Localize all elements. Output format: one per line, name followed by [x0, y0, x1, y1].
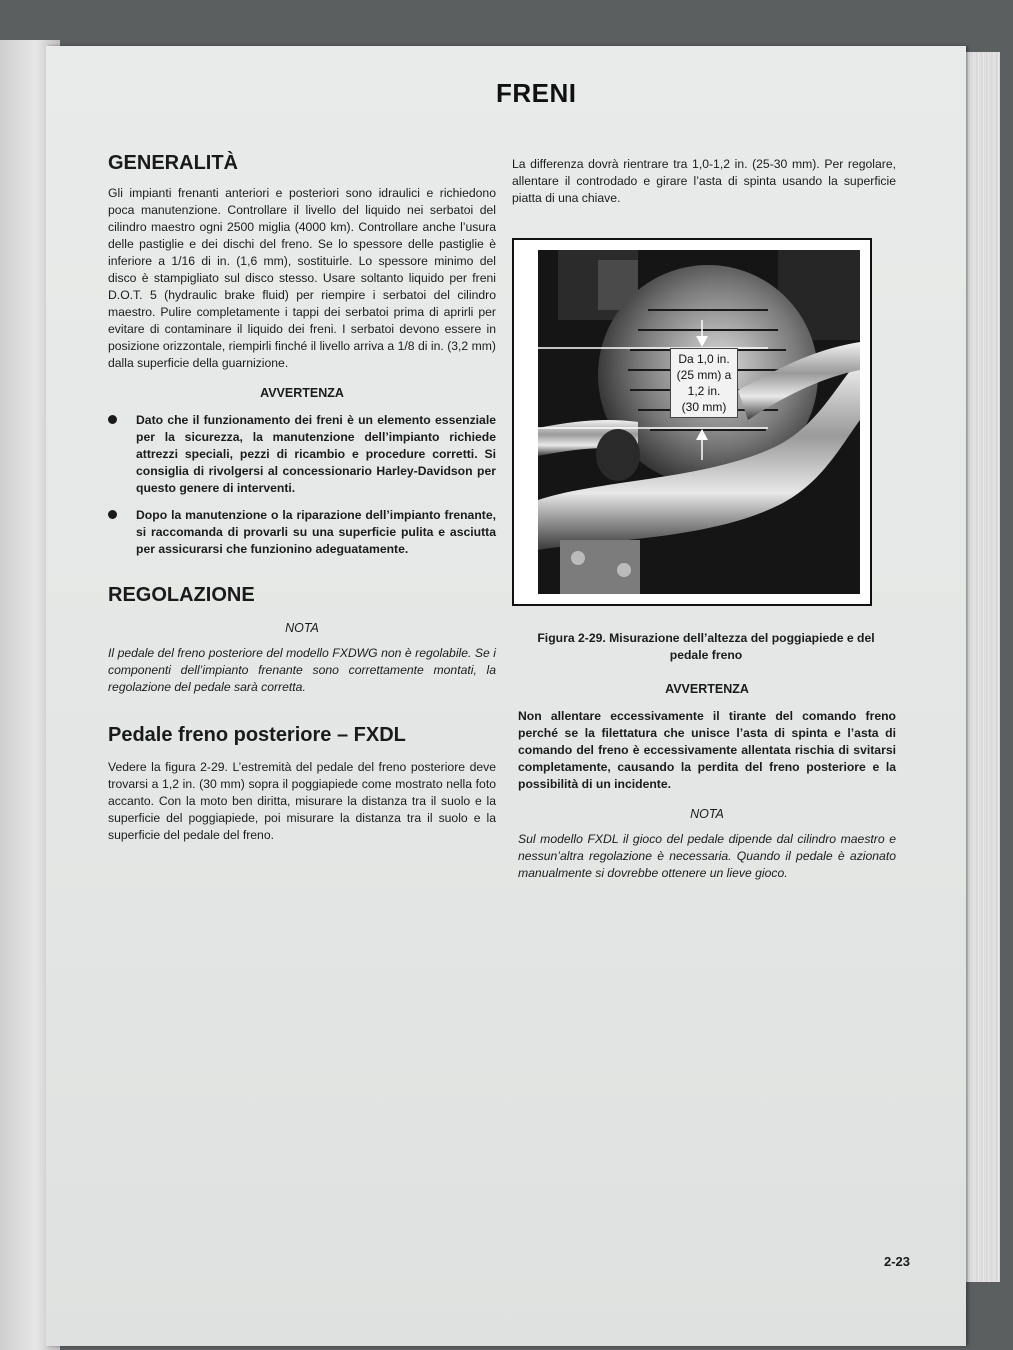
engine-photo — [538, 250, 860, 594]
callout-line-2: (25 mm) a — [676, 368, 732, 382]
nota-2-body: Sul modello FXDL il gioco del pedale dipende dal cilindro maestro e nessun’altra regolazione è necessaria. Quando il pedale è azionato manualmente si dovrebbe ottenere un lieve gioco. — [518, 832, 896, 880]
page-stack-edges — [960, 52, 1000, 1282]
warning-bullet-1-text: Dato che il funzionamento dei freni è un elemento essenziale per la sicurezza, la manutenzione dell’impianto richiede attrezzi speciali, pezzi di ricambio e procedure corretti. Si consiglia di rivolgersi al concessionario Harley-Davidson per questo genere di interventi. — [136, 413, 496, 495]
pedale-body: Vedere la figura 2-29. L’estremità del pedale del freno posteriore deve trovarsi a 1,2 in. (30 mm) sopra il poggiapiede come mostrato nella foto accanto. Con la moto ben diritta, misurare la distanza tra il suolo e la superficie del poggiapiede, poi misurare la distanza tra il suolo e la superficie del pedale del freno. — [108, 760, 496, 842]
manual-page — [46, 46, 966, 1346]
page-title: FRENI — [496, 78, 577, 108]
warning-bullet-2 — [108, 507, 496, 558]
nota-2-heading: NOTA — [690, 807, 724, 821]
figure-caption: Figura 2-29. Misurazione dell’altezza del poggiapiede e del pedale freno — [537, 631, 875, 662]
measurement-callout — [670, 348, 738, 418]
right-column-lower — [518, 682, 896, 882]
warning-bullet-2-text: Dopo la manutenzione o la riparazione dell’impianto frenante, si raccomanda di provarli su una superficie pulita e asciutta per assicurarsi che funzionino adeguatamente. — [136, 508, 496, 556]
avvertenza-2-heading: AVVERTENZA — [665, 682, 749, 696]
left-column — [108, 152, 496, 844]
heading-generalita: GENERALITÀ — [108, 152, 238, 174]
heading-regolazione: REGOLAZIONE — [108, 584, 255, 606]
page-number: 2-23 — [884, 1254, 911, 1269]
callout-line-4: (30 mm) — [681, 400, 727, 414]
callout-line-1: Da 1,0 in. — [678, 352, 730, 366]
nota-body: Il pedale del freno posteriore del modello FXDWG non è regolabile. Se i componenti dell’impianto frenante sono correttamente montati, la regolazione del pedale sarà corretta. — [108, 646, 496, 694]
avvertenza-2-body: Non allentare eccessivamente il tirante del comando freno perché se la filettatura che unisce l’asta di spinta e l’asta di comando del freno è eccessivamente allentata rischia di svitarsi completamente, causando la perdita del freno posteriore e la possibilità di un incidente. — [518, 709, 896, 791]
callout-line-3: 1,2 in. — [687, 384, 721, 398]
warning-bullet-1 — [108, 412, 496, 497]
heading-pedale: Pedale freno posteriore – FXDL — [108, 724, 406, 746]
right-intro-text: La differenza dovrà rientrare tra 1,0-1,2 in. (25-30 mm). Per regolare, allentare il controdado e girare l’asta di spinta usando la superficie piatta di una chiave. — [512, 157, 896, 205]
nota-heading: NOTA — [285, 621, 319, 635]
bullet-icon — [108, 415, 117, 424]
engine-photo-drawing — [538, 250, 860, 594]
generalita-body: Gli impianti frenanti anteriori e posteriori sono idraulici e richiedono poca manutenzione. Controllare il livello del liquido nei serbatoi del cilindro maestro ogni 2500 miglia (4000 km). Controllare anche l’usura delle pastiglie e dei dischi del freno. Se lo spessore delle pastiglie è inferiore a 1/16 di in. (1,6 mm), sostituirle. Lo spessore minimo del disco è stampigliato sul disco stesso. Usare soltanto liquido per freni D.O.T. 5 (hydraulic brake fluid) per riempire i serbatoi del cilindro maestro. Pulire completamente i tappi dei serbatoi prima di aprirli per evitare di contaminare il liquido dei freni. I serbatoi devono essere in posizione orizzontale, riempirli finché il livello arriva a 1/8 di in. (3,2 mm) dalla superficie della guarnizione. — [108, 186, 496, 370]
avvertenza-heading: AVVERTENZA — [260, 386, 344, 400]
bullet-icon — [108, 510, 117, 519]
right-column-intro — [512, 156, 896, 207]
figure-frame — [512, 238, 872, 606]
